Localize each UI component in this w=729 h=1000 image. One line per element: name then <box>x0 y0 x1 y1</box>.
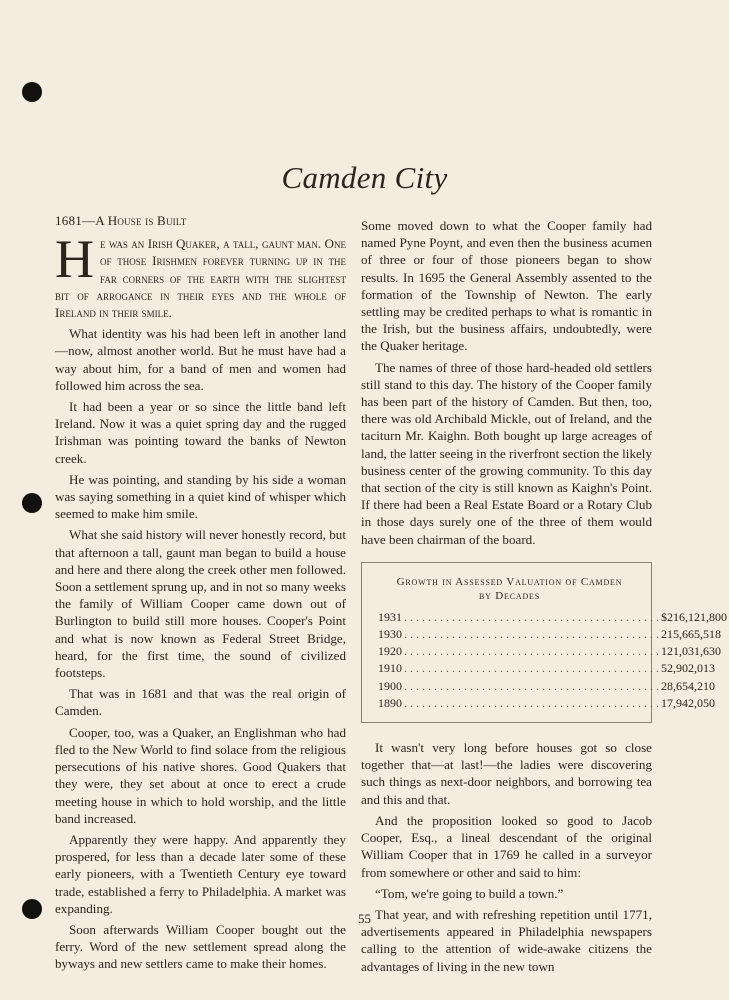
table-row <box>378 643 721 660</box>
leader-dots: . . . . . . . . . . . . . . . . . . . . . . . . . . . . . . . . . . . . . . . . . . . <box>404 661 659 676</box>
table-year: 1920 <box>378 644 402 659</box>
table-title <box>378 575 641 603</box>
paragraph: What identity was his had been left in another land—now, almost another world. But he must have had a way about him, for a band of men and women had followed him across the sea. <box>55 326 346 393</box>
left-column <box>55 212 346 977</box>
table-value: 17,942,050 <box>661 695 715 710</box>
section-heading-text: A House is Built <box>95 213 187 228</box>
table-row <box>378 678 715 695</box>
paragraph: He was pointing, and standing by his side a woman was saying something in a quiet kind of whisper which seemed to make him smile. <box>55 471 346 522</box>
paragraph-1 <box>55 229 346 321</box>
leader-dots: . . . . . . . . . . . . . . . . . . . . . . . . . . . . . . . . . . . . . . . . . . . <box>404 644 659 659</box>
paragraph: It wasn't very long before houses got so close together that—at last!—the ladies were discovering such things as next-door neighbors, and borrowing tea and this and that. <box>361 740 652 807</box>
paragraph: Apparently they were happy. And apparently they prospered, for less than a decade later some of these early pioneers, with a Twentieth Century eye toward trade, established a ferry to Philadelphia. A market was expanding. <box>55 831 346 916</box>
right-column <box>361 217 727 979</box>
paragraph-1-text: e was an Irish Quaker, a tall, gaunt man. One of those Irishmen forever turning up in the far corners of the earth with the slightest bit of arrogance in their eyes and the whole of Ireland in their smile. <box>55 236 346 321</box>
table-row <box>378 695 715 712</box>
paragraph: And the proposition looked so good to Jacob Cooper, Esq., a lineal descendant of the original William Cooper that in 1769 he called in a surveyor from somewhere or other and said to him: <box>361 812 652 880</box>
table-row <box>378 609 727 626</box>
table-year: 1900 <box>378 678 402 693</box>
paragraph: That year, and with refreshing repetition until 1771, advertisements appeared in Philadelphia newspapers calling to the attention of wide-awake citizens the advantages of living in the new town <box>361 906 652 974</box>
paragraph: Cooper, too, was a Quaker, an Englishman who had fled to the New World to find solace from the religious persecutions of his native shores. Good Quakers that they were, they set about at once to erect a crude meeting house in which to hold worship, and the little band increased. <box>55 724 346 826</box>
table-value: 121,031,630 <box>661 644 721 659</box>
table-title-line2: by Decades <box>479 589 540 602</box>
leader-dots: . . . . . . . . . . . . . . . . . . . . . . . . . . . . . . . . . . . . . . . . . . . <box>404 609 659 624</box>
table-row <box>378 660 715 677</box>
paragraph: What she said history will never honestly record, but that afternoon a tall, gaunt man began to build a house and here and there along the creek other men followed. Soon a settlement sprung up, and in not so many weeks the family of William Cooper came down out of Burlington to build still more houses. Cooper's Point and what is now known as Federal Street Bridge, heard, for the first time, the sound of civilized footsteps. <box>55 527 346 681</box>
page-number: 55 <box>358 911 371 926</box>
valuation-table <box>361 562 727 723</box>
section-dash: — <box>82 213 96 228</box>
paragraph: Some moved down to what the Cooper family had named Pyne Poynt, and even then the business acumen of three or four of those pioneers began to show results. In 1695 the General Assembly assented to the formation of the Township of Newton. The early settling may be credited perhaps to what is romantic in the Irish, but the business affairs, undoubtedly, were the Quaker heritage. <box>361 218 652 354</box>
table-year: 1930 <box>378 627 402 642</box>
paragraph: That was in 1681 and that was the real origin of Camden. <box>55 686 346 719</box>
leader-dots: . . . . . . . . . . . . . . . . . . . . . . . . . . . . . . . . . . . . . . . . . . . <box>404 627 659 642</box>
page-title: Camden City <box>281 160 448 195</box>
paragraph: “Tom, we're going to build a town.” <box>375 885 564 901</box>
table-year: 1910 <box>378 661 402 676</box>
table-title-line1: Growth in Assessed Valuation of Camden <box>396 575 623 588</box>
table-year: 1931 <box>378 609 402 624</box>
table-value: 28,654,210 <box>661 678 715 693</box>
table-value: 52,902,013 <box>661 661 715 676</box>
section-heading <box>55 212 346 229</box>
leader-dots: . . . . . . . . . . . . . . . . . . . . . . . . . . . . . . . . . . . . . . . . . . . <box>404 695 659 710</box>
binder-hole-top <box>22 82 42 102</box>
table-value: 215,665,518 <box>661 627 721 642</box>
section-year: 1681 <box>55 213 82 228</box>
table-year: 1890 <box>378 695 402 710</box>
table-value: $216,121,800 <box>661 609 727 624</box>
table-row <box>378 626 721 643</box>
binder-hole-middle <box>22 493 42 513</box>
paragraph: It had been a year or so since the little band left Ireland. Now it was a quiet spring day and the rugged Irishman was pointing toward the banks of Newton creek. <box>55 399 346 466</box>
drop-cap: H <box>55 229 94 290</box>
paragraph: The names of three of those hard-headed old settlers still stand to this day. The history of the Cooper family has been part of the history of Camden. But then, too, there was old Archibald Mickle, out of Ireland, and the taciturn Mr. Kaighn. Both bought up large acreages of land, the latter seeing in the riverfront section the likely business center of the growing community. To this day that section of the city is still known as Kaighn's Point. If there had been a Real Estate Board or a Rotary Club in those days surely one of the three of them would have been chairman of the board. <box>361 359 652 547</box>
paragraph: Soon afterwards William Cooper bought out the ferry. Word of the new settlement spread along the byways and new settlers came to make their homes. <box>55 921 346 972</box>
leader-dots: . . . . . . . . . . . . . . . . . . . . . . . . . . . . . . . . . . . . . . . . . . . <box>404 678 659 693</box>
